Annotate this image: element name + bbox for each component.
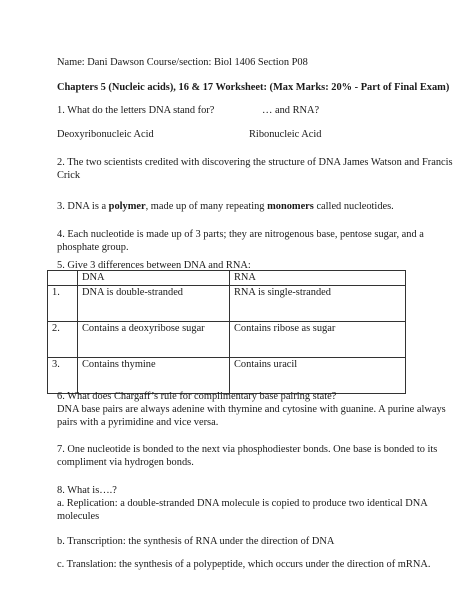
- q2-line1: 2. The two scientists credited with discovering the structure of DNA James Watson and Francis: [57, 157, 453, 168]
- table-header-row: [48, 271, 406, 286]
- q4-line1: 4. Each nucleotide is made up of 3 parts; they are nitrogenous base, pentose sugar, and a: [57, 229, 424, 240]
- table-cell: 2.: [48, 322, 78, 358]
- q8-question: 8. What is….?: [57, 485, 117, 496]
- table-cell: Contains a deoxyribose sugar: [78, 322, 230, 358]
- table-header-cell: RNA: [230, 271, 406, 286]
- q7-line2: compliment via hydrogen bonds.: [57, 457, 194, 468]
- q3-text-1: 3. DNA is a: [57, 201, 109, 212]
- table-row: [48, 286, 406, 322]
- q6-answer-line2: pairs with a pyrimidine and vice versa.: [57, 417, 219, 428]
- q3-text-3: called nucleotides.: [313, 201, 394, 212]
- q4-line2: phosphate group.: [57, 242, 129, 253]
- q8-answer-a-line1: a. Replication: a double-stranded DNA molecule is copied to produce two identical DNA: [57, 498, 428, 509]
- table-cell: 3.: [48, 358, 78, 394]
- q3-bold-polymer: polymer: [108, 201, 146, 212]
- table-cell: Contains ribose as sugar: [230, 322, 406, 358]
- q6-question: 6. What does Chargaff’s rule for complimentary base pairing state?: [57, 391, 337, 402]
- name-line: Name: Dani Dawson Course/section: Biol 1406 Section P08: [57, 57, 308, 68]
- q3-text-2: , made up of many repeating: [145, 201, 268, 212]
- q8-answer-c: c. Translation: the synthesis of a polypeptide, which occurs under the direction of mRNA.: [57, 559, 431, 570]
- q1-question: 1. What do the letters DNA stand for?: [57, 105, 215, 116]
- table-cell: DNA is double-stranded: [78, 286, 230, 322]
- table-cell: RNA is single-stranded: [230, 286, 406, 322]
- table-cell: Contains uracil: [230, 358, 406, 394]
- dna-rna-differences-table: [47, 270, 406, 394]
- table-cell: 1.: [48, 286, 78, 322]
- q1-question-rna: … and RNA?: [262, 105, 320, 116]
- q6-answer-line1: DNA base pairs are always adenine with thymine and cytosine with guanine. A purine always: [57, 404, 446, 415]
- q8-answer-a-line2: molecules: [57, 511, 100, 522]
- q8-answer-b: b. Transcription: the synthesis of RNA under the direction of DNA: [57, 536, 335, 547]
- table-cell: Contains thymine: [78, 358, 230, 394]
- table-row: [48, 322, 406, 358]
- table-row: [48, 358, 406, 394]
- table-header-cell: [48, 271, 78, 286]
- q2-line2: Crick: [57, 170, 81, 181]
- q1-answer-dna: Deoxyribonucleic Acid: [57, 129, 154, 140]
- q5-question: 5. Give 3 differences between DNA and RNA:: [57, 260, 251, 271]
- q3-statement: [57, 200, 394, 213]
- worksheet-title: Chapters 5 (Nucleic acids), 16 & 17 Worksheet: (Max Marks: 20% - Part of Final Exam): [57, 82, 450, 93]
- q3-bold-monomers: monomers: [267, 201, 314, 212]
- q7-line1: 7. One nucleotide is bonded to the next via phosphodiester bonds. One base is bonded to its: [57, 444, 438, 455]
- q1-answer-rna: Ribonucleic Acid: [249, 129, 322, 140]
- table-header-cell: DNA: [78, 271, 230, 286]
